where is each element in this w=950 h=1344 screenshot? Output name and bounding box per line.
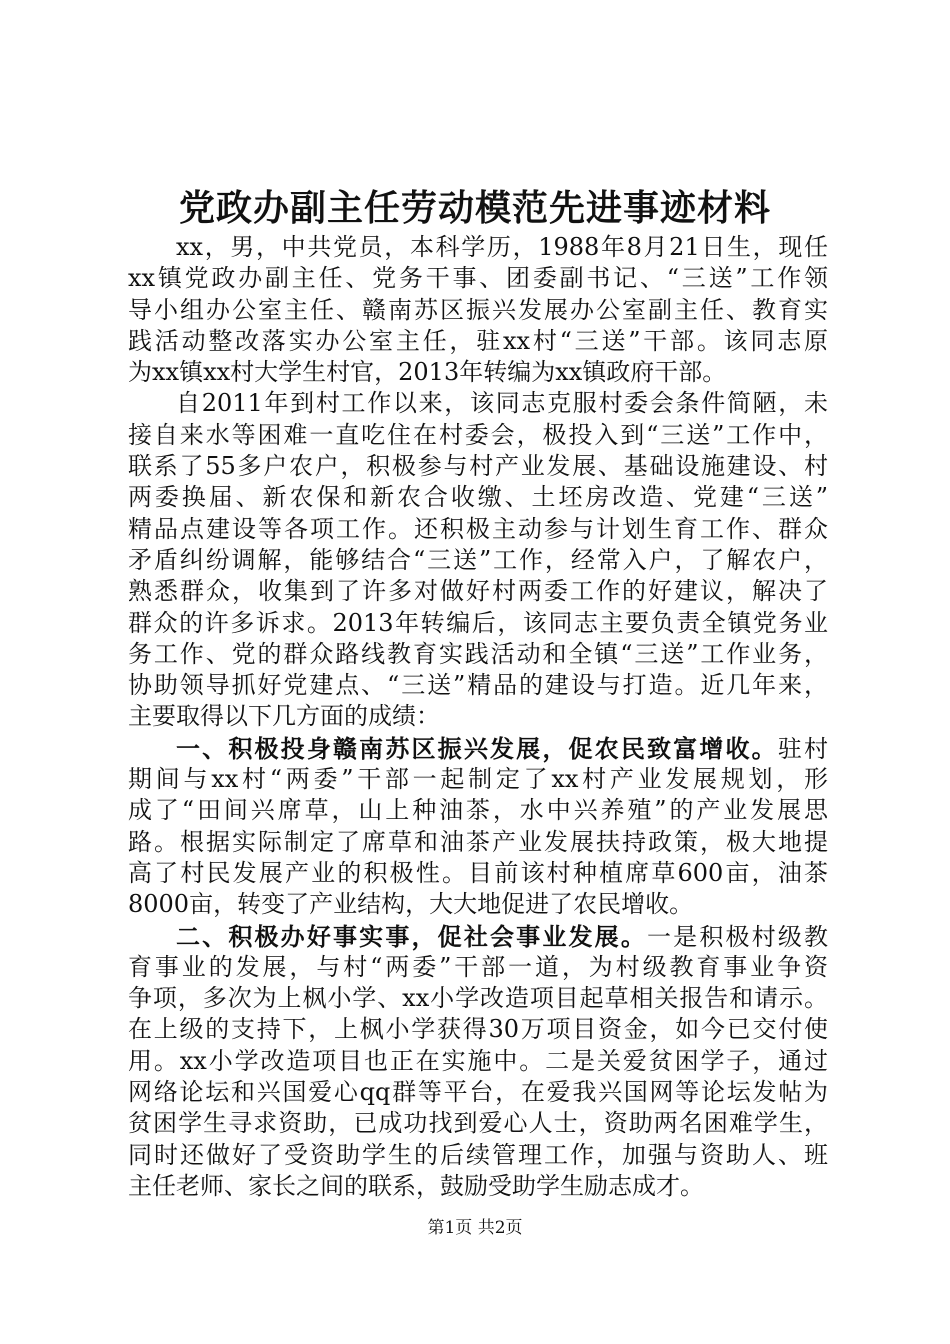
paragraph-2-line: 自2011年到村工作以来，该同志克服村委会条件简陋，未 (176, 389, 828, 418)
paragraph-4-line: 同时还做好了受资助学生的后续管理工作，加强与资助人、班 (128, 1140, 828, 1169)
section-heading-1: 一、积极投身赣南苏区振兴发展，促农民致富增收。 (176, 733, 778, 763)
paragraph-2-line: 协助领导抓好党建点、“三送”精品的建设与打造。近几年来， (128, 671, 828, 700)
paragraph-1-line: 为xx镇xx村大学生村官，2013年转编为xx镇政府干部。 (128, 358, 727, 387)
paragraph-3-line: 期间与xx村“两委”干部一起制定了xx村产业发展规划，形 (128, 765, 828, 794)
paragraph-2-line: 主要取得以下几方面的成绩： (128, 702, 440, 731)
paragraph-4-line: 用。xx小学改造项目也正在实施中。二是关爱贫困学子，通过 (128, 1046, 828, 1075)
paragraph-2-line: 精品点建设等各项工作。还积极主动参与计划生育工作、群众 (128, 514, 828, 543)
paragraph-1-line: xx，男，中共党员，本科学历，1988年8月21日生，现任 (176, 233, 828, 261)
paragraph-1-line: xx镇党政办副主任、党务干事、团委副书记、“三送”工作领 (128, 264, 828, 293)
paragraph-3-line: 高了村民发展产业的积极性。目前该村种植席草600亩，油茶 (128, 858, 828, 887)
paragraph-4-line: 在上级的支持下，上枫小学获得30万项目资金，如今已交付使 (128, 1015, 828, 1044)
paragraph-3-line: 路。根据实际制定了席草和油茶产业发展扶持政策，极大地提 (128, 827, 828, 856)
paragraph-1-line: 践活动整改落实办公室主任，驻xx村“三送”干部。该同志原 (128, 326, 828, 355)
paragraph-4-line: 育事业的发展，与村“两委”干部一道，为村级教育事业争资 (128, 952, 828, 981)
paragraph-2-line: 两委换届、新农保和新农合收缴、土坯房改造、党建“三送” (128, 483, 828, 512)
document-title: 党政办副主任劳动模范先进事迹材料 (178, 187, 771, 229)
paragraph-2-line: 群众的许多诉求。2013年转编后，该同志主要负责全镇党务业 (128, 608, 828, 637)
paragraph-4-line: 贫困学生寻求资助，已成功找到爱心人士，资助两名困难学生， (128, 1109, 828, 1138)
section-heading-2: 二、积极办好事实事，促社会事业发展。 (176, 921, 647, 951)
paragraph-3-line: 成了“田间兴席草，山上种油茶，水中兴养殖”的产业发展思 (128, 796, 828, 825)
paragraph-3-first-line-rest: 驻村 (777, 734, 829, 763)
paragraph-2-line: 接自来水等困难一直吃住在村委会，极投入到“三送”工作中， (128, 420, 828, 449)
paragraph-1-line: 导小组办公室主任、赣南苏区振兴发展办公室副主任、教育实 (128, 295, 828, 324)
paragraph-2-line: 熟悉群众，收集到了许多对做好村两委工作的好建议，解决了 (128, 577, 828, 606)
page-number: 第1页 共2页 (427, 1218, 523, 1238)
document-body (128, 232, 828, 1202)
paragraph-3-first-line (128, 733, 828, 764)
paragraph-4-line: 主任老师、家长之间的联系，鼓励受助学生励志成才。 (128, 1171, 704, 1200)
paragraph-4-first-line (128, 921, 828, 952)
paragraph-4-first-line-rest: 一是积极村级教 (647, 922, 828, 951)
paragraph-3-line: 8000亩，转变了产业结构，大大地促进了农民增收。 (128, 890, 694, 919)
paragraph-2-line: 务工作、党的群众路线教育实践活动和全镇“三送”工作业务， (128, 639, 828, 668)
paragraph-2-line: 矛盾纠纷调解，能够结合“三送”工作，经常入户，了解农户， (128, 545, 828, 574)
paragraph-4-line: 争项，多次为上枫小学、xx小学改造项目起草相关报告和请示。 (128, 984, 828, 1013)
paragraph-4-line: 网络论坛和兴国爱心qq群等平台，在爱我兴国网等论坛发帖为 (128, 1078, 828, 1107)
paragraph-2-line: 联系了55多户农户，积极参与村产业发展、基础设施建设、村 (128, 452, 828, 481)
